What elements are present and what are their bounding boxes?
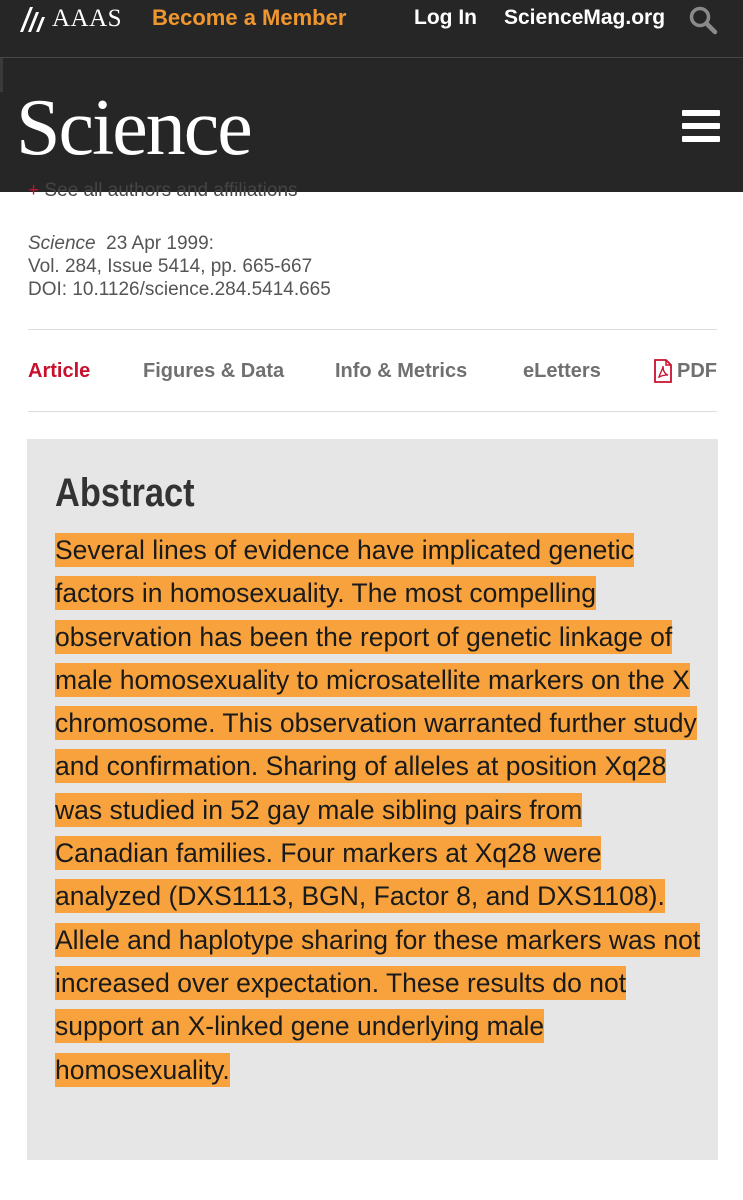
authors-affiliations-link[interactable]	[28, 181, 298, 201]
citation-journal: Science	[28, 233, 96, 254]
tab-pdf[interactable]	[653, 358, 717, 384]
tabs-bottom-divider	[28, 411, 717, 412]
aaas-emblem-icon	[18, 5, 48, 33]
become-member-link[interactable]: Become a Member	[152, 5, 347, 30]
abstract-section	[27, 439, 718, 1160]
hamburger-menu-icon[interactable]	[682, 110, 720, 142]
tab-article[interactable]: Article	[28, 360, 91, 382]
citation-doi[interactable]: DOI: 10.1126/science.284.5414.665	[28, 279, 331, 300]
tab-figures-data[interactable]: Figures & Data	[143, 360, 285, 382]
tab-eletters[interactable]: eLetters	[523, 360, 601, 382]
tabs-top-divider	[28, 329, 717, 330]
plus-icon: +	[28, 180, 45, 201]
citation-volume: Vol. 284, Issue 5414, pp. 665-667	[28, 256, 313, 277]
article-citation	[28, 232, 331, 301]
citation-date: 23 Apr 1999:	[106, 233, 214, 254]
login-link[interactable]: Log In	[414, 6, 477, 29]
tab-pdf-label: PDF	[677, 360, 717, 382]
abstract-heading: Abstract	[55, 471, 195, 515]
masthead	[0, 58, 743, 192]
pdf-icon	[653, 359, 673, 383]
authors-affiliations-label: See all authors and affiliations	[44, 180, 298, 201]
abstract-text	[55, 529, 701, 1092]
aaas-logo[interactable]	[18, 4, 122, 34]
edge-marker	[0, 58, 3, 92]
abstract-highlighted-text: Several lines of evidence have implicated genetic factors in homosexuality. The most compelling observation has been the report of genetic linkage of male homosexuality to microsatellite markers on the X chromosome. This observation warranted further study and confirmation. Sharing of alleles at position Xq28 was studied in 52 gay male sibling pairs from Canadian families. Four markers at Xq28 were analyzed (DXS1113, BGN, Factor 8, and DXS1108). Allele and haplotype sharing for these markers was not increased over expectation. These results do not support an X-linked gene underlying male homosexuality.	[55, 535, 701, 1085]
sciencemag-link[interactable]: ScienceMag.org	[504, 6, 666, 29]
aaas-logo-text: AAAS	[52, 5, 123, 32]
science-logo[interactable]: Science	[16, 84, 251, 172]
top-utility-bar	[0, 0, 743, 58]
tab-info-metrics[interactable]: Info & Metrics	[335, 360, 468, 382]
search-icon[interactable]	[688, 5, 718, 35]
